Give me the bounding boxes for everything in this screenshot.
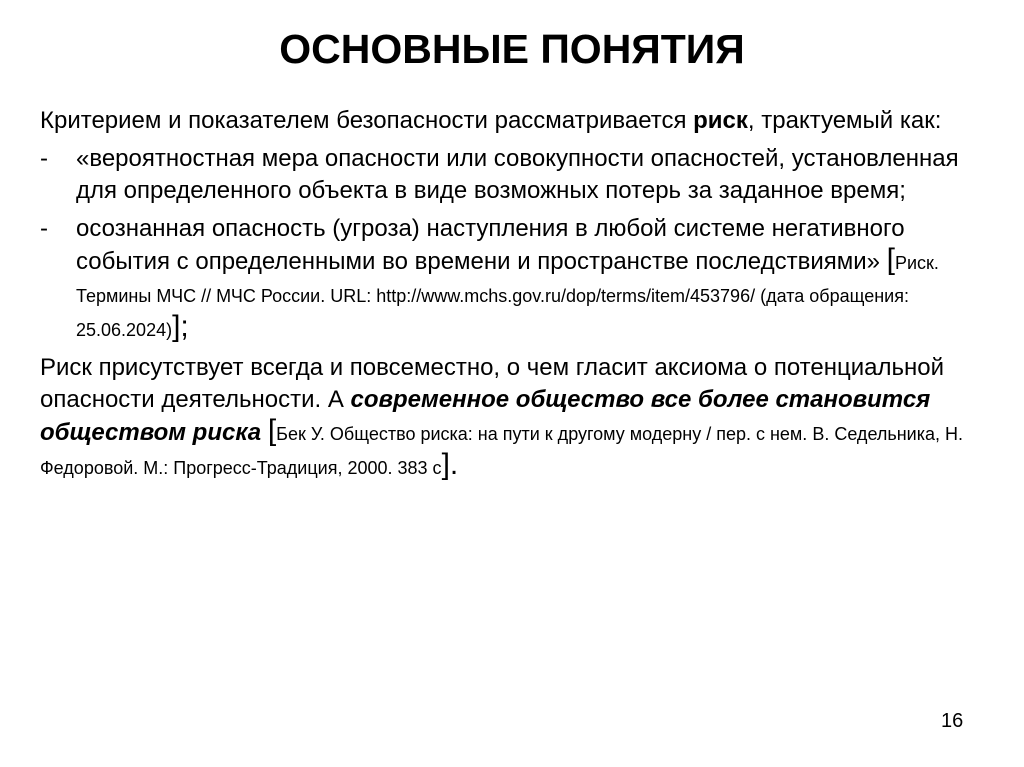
para2-plain: Риск присутствует всегда и повсеместно, о чем гласит аксиома о потенциальной опасности деятельности. А — [40, 354, 944, 413]
reference-bracket-close: ]. — [441, 448, 459, 481]
intro-suffix: , трактуемый как: — [747, 107, 942, 134]
intro-paragraph — [40, 105, 990, 137]
definition-item-2 — [40, 213, 990, 346]
intro-prefix: Критерием и показателем безопасности рассматривается — [40, 107, 694, 134]
definition-text-2: осознанная опасность (угроза) наступления в любой системе негативного события с определенными во времени и пространстве последствиями» — [76, 215, 905, 275]
intro-bold-term: риск — [693, 107, 748, 134]
reference-bracket-open: [ — [267, 414, 277, 447]
definition-text-1: «вероятностная мера опасности или совокупности опасностей, установленная для определенного объекта в виде возможных потерь за заданное время; — [76, 145, 959, 204]
risk-society-paragraph — [40, 352, 990, 484]
page-number: 16 — [941, 710, 964, 732]
slide-title: ОСНОВНЫЕ ПОНЯТИЯ — [279, 26, 745, 72]
definition-item-1 — [40, 143, 990, 207]
para2-space — [261, 419, 268, 446]
reference-bracket-open: [ — [886, 243, 895, 276]
reference-2: Бек У. Общество риска: на пути к другому модерну / пер. с нем. В. Седельника, Н. Федоровой. М.: Прогресс-Традиция, 2000. 383 с — [40, 424, 964, 478]
reference-1: Риск. Термины МЧС // МЧС России. URL: http://www.mchs.gov.ru/dop/terms/item/453796/ (дата обращения: 25.06.2024) — [76, 253, 939, 340]
bullet-marker: - — [40, 215, 48, 242]
slide-body — [40, 105, 990, 484]
bullet-marker: - — [40, 145, 48, 172]
para2-emphasis: современное общество все более становится обществом риска — [40, 386, 931, 446]
reference-bracket-close: ]; — [172, 310, 189, 343]
